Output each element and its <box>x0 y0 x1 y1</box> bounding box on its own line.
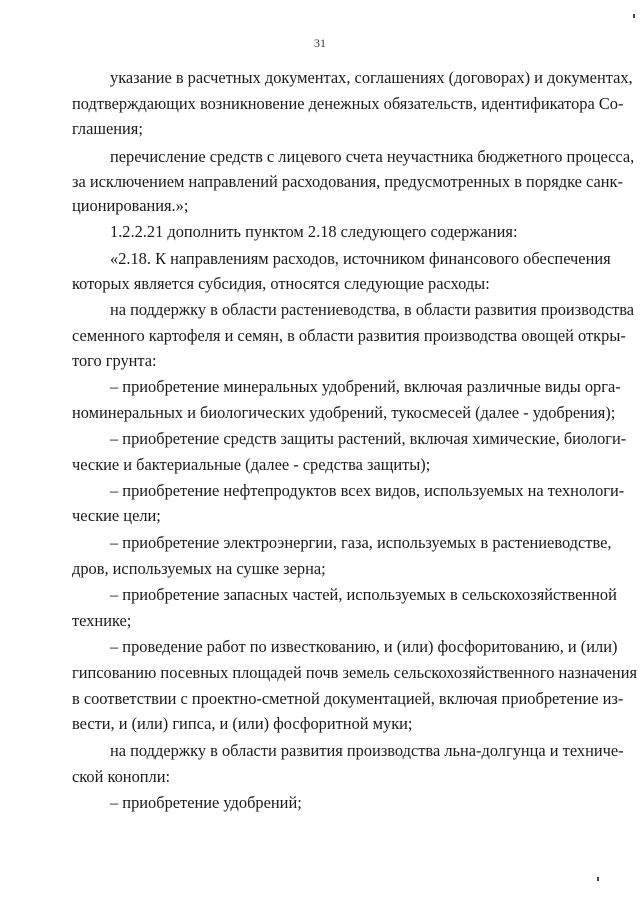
text-line: за исключением направлений расходования, предусмотренных в порядке санк- <box>72 172 623 191</box>
text-line: 1.2.2.21 дополнить пунктом 2.18 следующего содержания: <box>110 222 518 241</box>
list-item-line: – приобретение электроэнергии, газа, используемых в растениеводстве, <box>110 533 612 552</box>
text-line: ской конопли: <box>72 767 171 786</box>
text-line: на поддержку в области растениеводства, в области развития производства <box>110 300 635 319</box>
list-item-line: – приобретение удобрений; <box>110 793 302 812</box>
list-item-line: – приобретение минеральных удобрений, включая различные виды орга- <box>110 377 621 396</box>
text-line: гипсованию посевных площадей почв земель сельскохозяйственного назначения <box>72 663 638 682</box>
text-line: вести, и (или) гипса, и (или) фосфоритной муки; <box>72 714 413 733</box>
text-line: семенного картофеля и семян, в области развития производства овощей откры- <box>72 326 626 345</box>
list-item-line: – приобретение средств защиты растений, включая химические, биологи- <box>110 429 627 448</box>
text-line: номинеральных и биологических удобрений, тукосмесей (далее - удобрения); <box>72 403 616 422</box>
text-line: дров, используемых на сушке зерна; <box>72 559 326 578</box>
text-line: ционирования.»; <box>72 196 189 215</box>
text-line: технике; <box>72 611 132 630</box>
page-number: 31 <box>314 36 326 50</box>
text-line: ческие цели; <box>72 506 161 525</box>
text-line: ческие и бактериальные (далее - средства защиты); <box>72 455 431 474</box>
text-line: в соответствии с проектно-сметной документацией, включая приобретение из- <box>72 689 624 708</box>
text-line: «2.18. К направлениям расходов, источником финансового обеспечения <box>110 249 611 268</box>
text-line: которых является субсидия, относятся следующие расходы: <box>72 274 490 293</box>
text-line: подтверждающих возникновение денежных обязательств, идентификатора Со- <box>72 94 624 113</box>
scan-mark <box>633 14 635 18</box>
list-item-line: – приобретение нефтепродуктов всех видов, используемых на технологи- <box>110 481 625 500</box>
list-item-line: – проведение работ по известкованию, и (или) фосфоритованию, и (или) <box>110 637 618 656</box>
text-line: на поддержку в области развития производства льна-долгунца и техниче- <box>110 741 624 760</box>
list-item-line: – приобретение запасных частей, используемых в сельскохозяйственной <box>110 585 617 604</box>
text-line: глашения; <box>72 119 143 138</box>
text-line: того грунта: <box>72 351 157 370</box>
text-line: перечисление средств с лицевого счета неучастника бюджетного процесса, <box>110 147 635 166</box>
scan-mark <box>597 877 599 881</box>
text-line: указание в расчетных документах, соглашениях (договорах) и документах, <box>110 68 633 87</box>
